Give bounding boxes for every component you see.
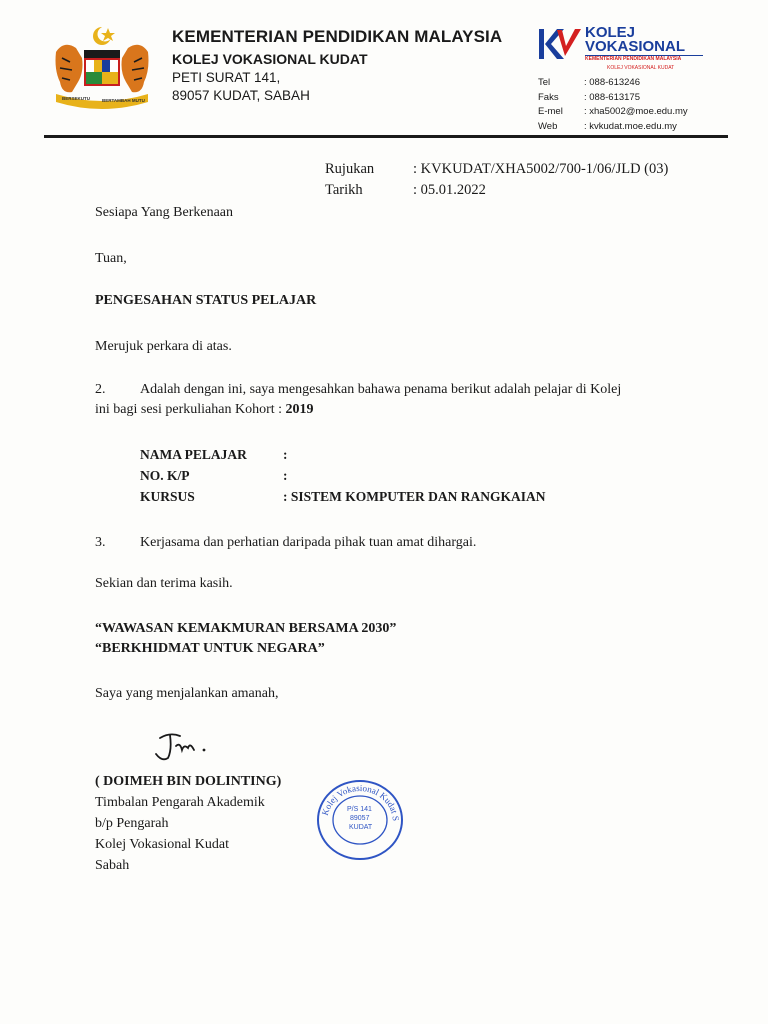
- field-nokp: NO. K/P :: [140, 468, 288, 483]
- address-line-1: PETI SURAT 141,: [172, 70, 281, 85]
- kv-logo: [537, 26, 707, 74]
- closing: Sekian dan terima kasih.: [95, 576, 233, 591]
- rujukan-label: Rujukan: [325, 161, 375, 177]
- logo-tagline-ministry: KEMENTERIAN PENDIDIKAN MALAYSIA: [585, 56, 682, 62]
- contact-web: Web : kvkudat.moe.edu.my: [538, 120, 677, 132]
- contact-fax: Faks : 088-613175: [538, 91, 640, 103]
- rujukan-value: : KVKUDAT/XHA5002/700-1/06/JLD (03): [413, 161, 669, 177]
- stamp-line-1: P/S 141: [347, 806, 372, 813]
- tarikh-value: : 05.01.2022: [413, 182, 486, 198]
- stamp-ring-text: Kolej Vokasional Kudat S: [319, 782, 402, 822]
- paragraph-3-number: 3.: [95, 535, 106, 550]
- logo-title-kolej: KOLEJ: [585, 24, 636, 41]
- header-divider: [44, 135, 728, 138]
- college-name: KOLEJ VOKASIONAL KUDAT: [172, 51, 368, 67]
- paragraph-3: Kerjasama dan perhatian daripada pihak tuan amat dihargai.: [140, 535, 477, 550]
- paragraph-1: Merujuk perkara di atas.: [95, 339, 232, 354]
- logo-tagline-college: KOLEJ VOKASIONAL KUDAT: [607, 65, 675, 71]
- paragraph-2-line-2: ini bagi sesi perkuliahan Kohort : 2019: [95, 402, 314, 417]
- signatory-on-behalf: b/p Pengarah: [95, 816, 169, 831]
- motto-2: “BERKHIDMAT UNTUK NEGARA”: [95, 641, 325, 656]
- logo-title-vokasional: VOKASIONAL: [585, 38, 686, 55]
- official-stamp: [315, 778, 405, 862]
- address-line-2: 89057 KUDAT, SABAH: [172, 88, 310, 103]
- kv-logo-icon: [537, 26, 583, 62]
- crest-motto-right: BERTAMBAH MUTU: [102, 98, 145, 103]
- stamp-line-3: KUDAT: [349, 824, 373, 831]
- paragraph-2-number: 2.: [95, 382, 106, 397]
- signatory-block: [95, 771, 281, 876]
- field-nama: NAMA PELAJAR :: [140, 447, 288, 462]
- signatory-position: Timbalan Pengarah Akademik: [95, 795, 265, 810]
- coat-of-arms: [48, 22, 156, 114]
- cohort-year: 2019: [285, 402, 314, 417]
- student-fields: [140, 445, 546, 508]
- contact-tel: Tel : 088-613246: [538, 77, 640, 88]
- paragraph-2-line-1: Adalah dengan ini, saya mengesahkan bahawa penama berikut adalah pelajar di Kolej: [140, 382, 622, 397]
- stamp-line-2: 89057: [350, 815, 370, 822]
- signatory-state: Sabah: [95, 858, 130, 873]
- crest-motto-left: BERSEKUTU: [62, 96, 91, 101]
- subject: PENGESAHAN STATUS PELAJAR: [95, 293, 317, 308]
- ministry-name: KEMENTERIAN PENDIDIKAN MALAYSIA: [172, 27, 503, 46]
- reference-block: [325, 160, 668, 202]
- signatory-name: ( DOIMEH BIN DOLINTING): [95, 774, 282, 789]
- recipient: Sesiapa Yang Berkenaan: [95, 205, 234, 220]
- salutation: Tuan,: [95, 251, 127, 266]
- motto-1: “WAWASAN KEMAKMURAN BERSAMA 2030”: [95, 621, 397, 636]
- handwritten-signature: [150, 728, 220, 766]
- tarikh-label: Tarikh: [325, 182, 363, 198]
- field-kursus: KURSUS : SISTEM KOMPUTER DAN RANGKAIAN: [140, 489, 546, 504]
- contact-details: [538, 76, 688, 134]
- contact-email: E-mel : xha5002@moe.edu.my: [538, 106, 688, 117]
- sign-off: Saya yang menjalankan amanah,: [95, 686, 279, 701]
- signatory-institution: Kolej Vokasional Kudat: [95, 837, 230, 852]
